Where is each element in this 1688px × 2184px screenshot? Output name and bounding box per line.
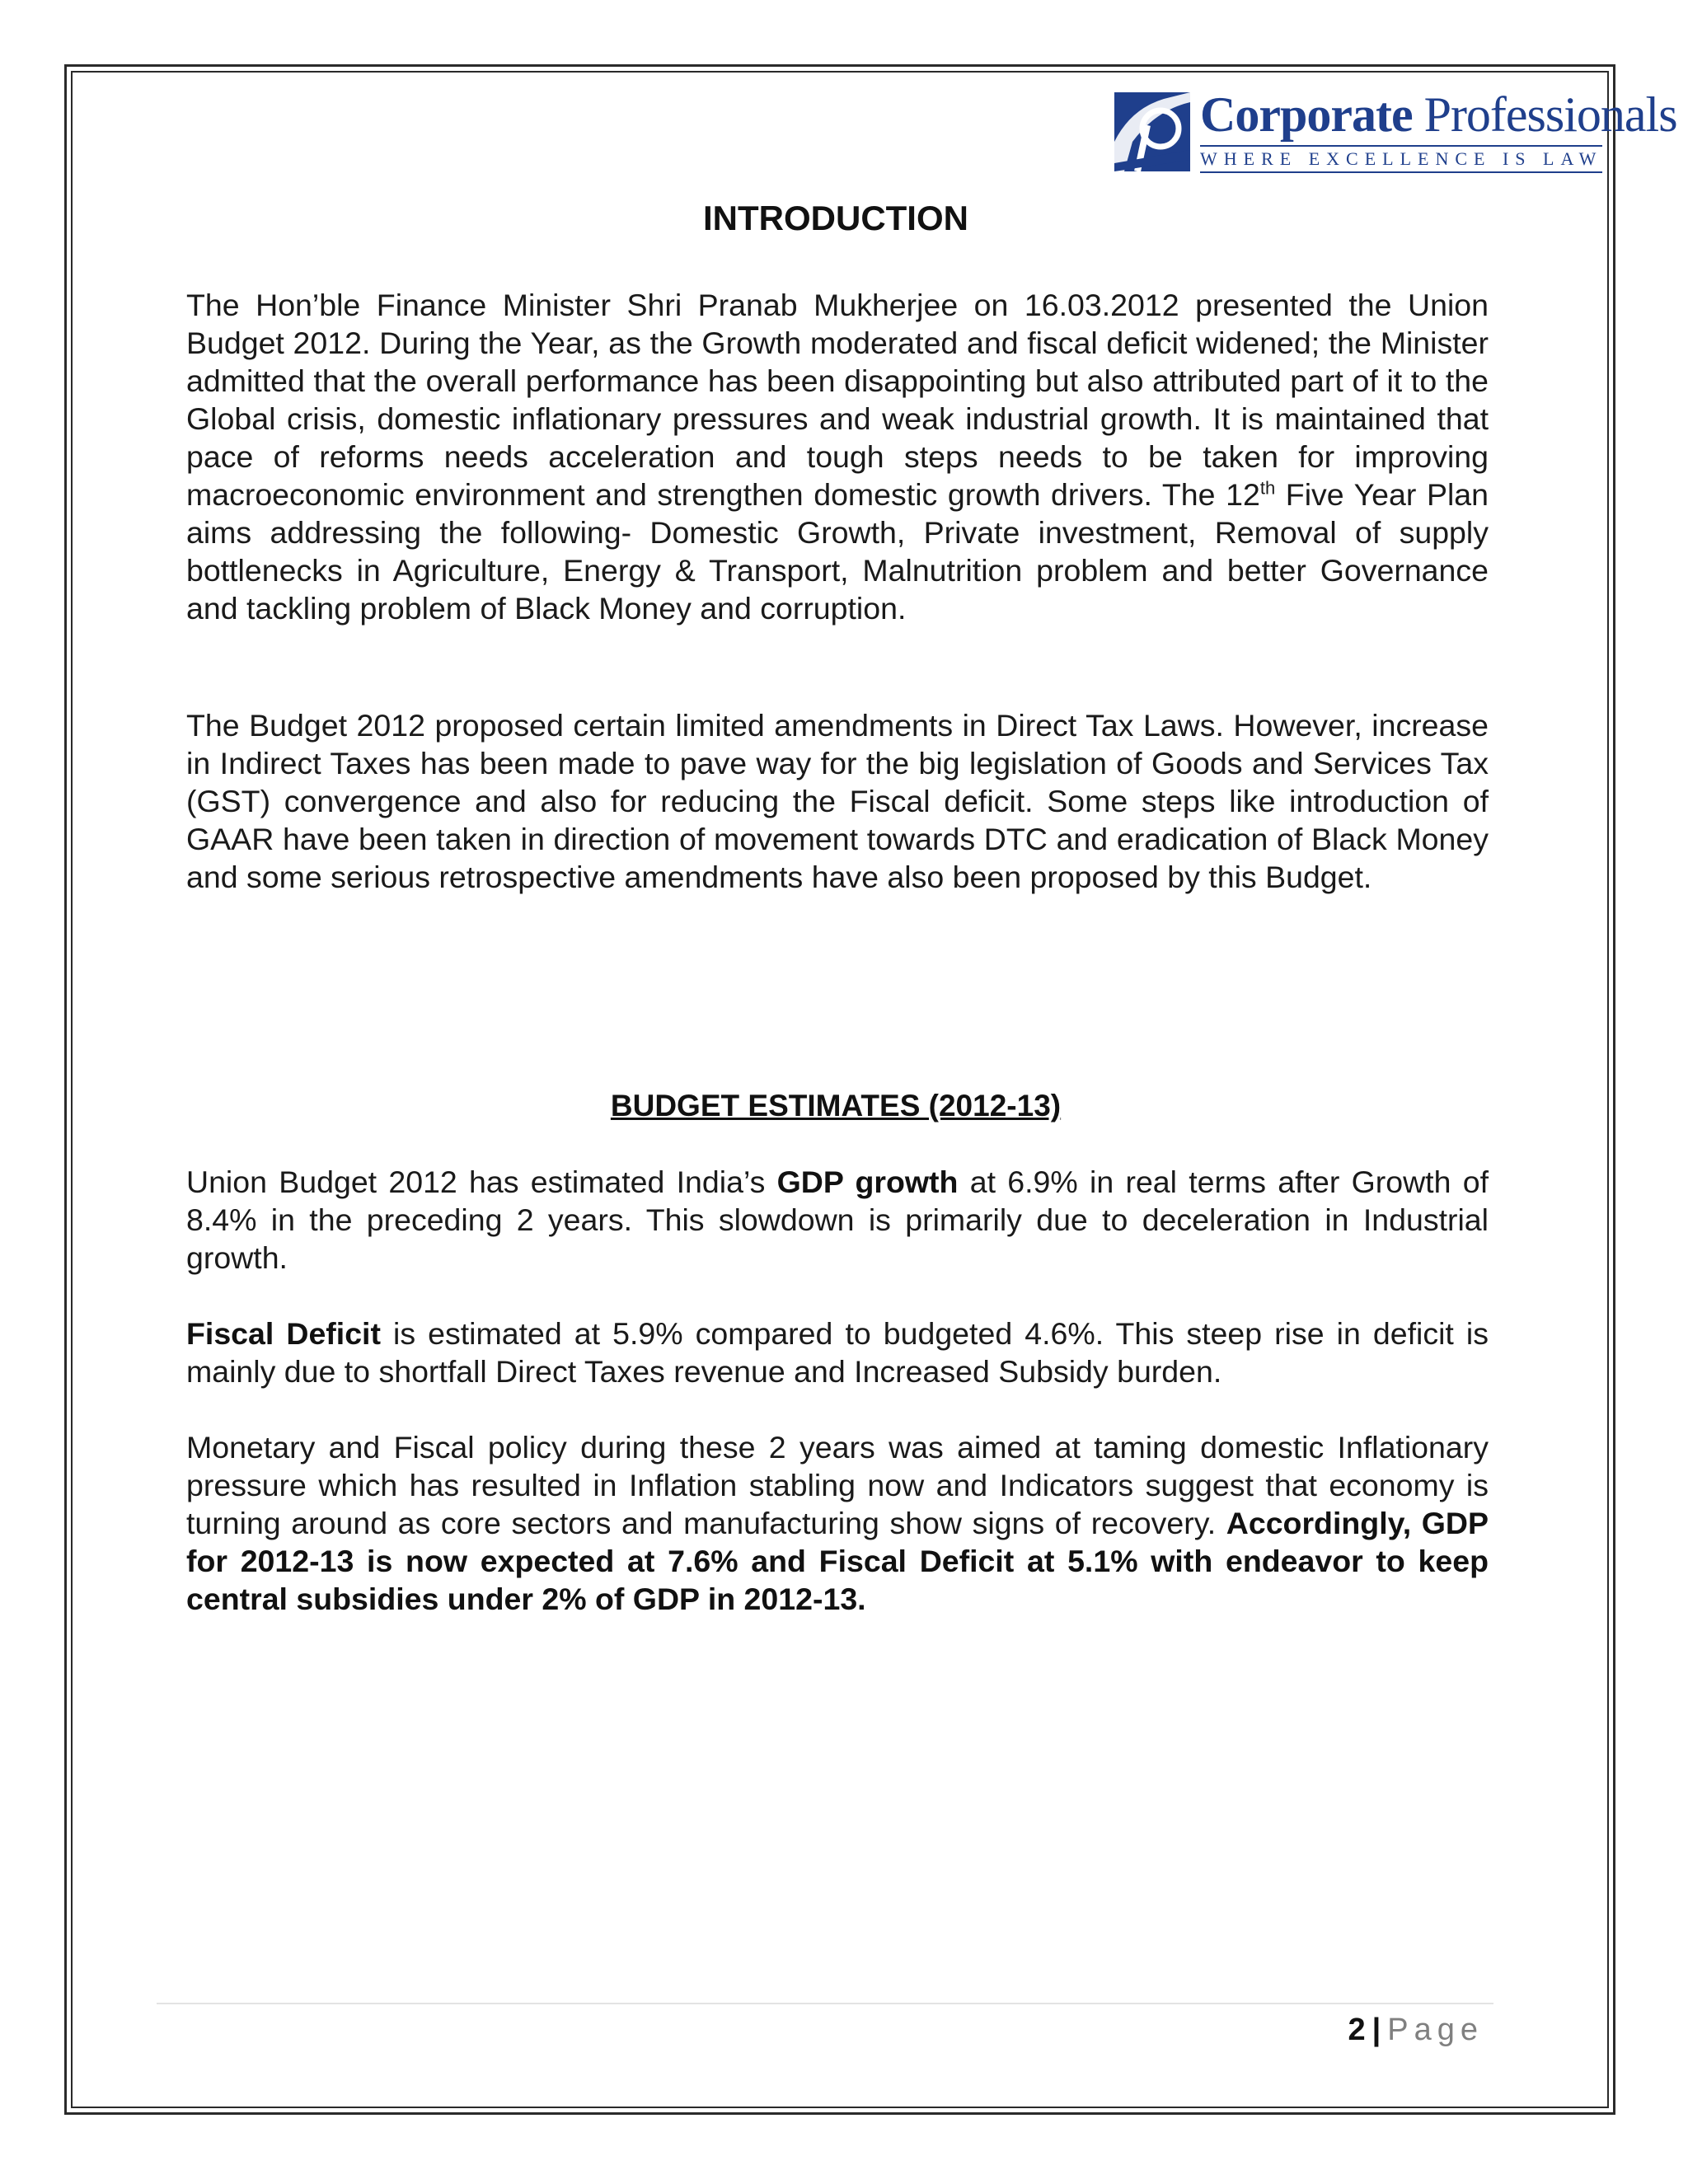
budget-paragraph-policy <box>186 1428 1489 1618</box>
intro-paragraph-1 <box>186 286 1489 627</box>
budget-p3-text-b: at 6.9% in real terms after Growth of 8.4% in the preceding 2 years. This slowdown is primarily due to deceleration in Industrial growth. <box>186 1165 1489 1275</box>
logo-tagline: WHERE EXCELLENCE IS LAW <box>1200 148 1603 169</box>
company-logo <box>1114 87 1677 176</box>
logo-name-light: Professionals <box>1423 87 1677 142</box>
budget-p3-text-a: Union Budget 2012 has estimated India’s <box>186 1165 777 1199</box>
page-word: Page <box>1387 2013 1484 2047</box>
introduction-heading: INTRODUCTION <box>703 199 968 237</box>
budget-estimates-heading: BUDGET ESTIMATES (2012-13) <box>610 1089 1062 1122</box>
budget-p4-text: is estimated at 5.9% compared to budgeted 4.6%. This steep rise in deficit is mainly due to shortfall Direct Taxes revenue and Increased Subsidy burden. <box>186 1316 1489 1389</box>
budget-p5-text: Monetary and Fiscal policy during these 2 years was aimed at taming domestic Inflationary pressure which has resulted in Inflation stabling now and Indicators suggest that economy is turning around as core sectors and manufacturing show signs of recovery. <box>186 1430 1489 1540</box>
logo-rule-bottom <box>1200 171 1602 173</box>
logo-name-bold: Corporate <box>1200 87 1413 142</box>
page-number-label <box>1236 2011 1484 2049</box>
intro-p1-text-a: The Hon’ble Finance Minister Shri Pranab Mukherjee on 16.03.2012 presented the Union Budget 2012. During the Year, as the Growth moderated and fiscal deficit widened; the Minister admitted that the overall performance has been disappointing but also attributed part of it to the Global crisis, domestic inflationary pressures and weak industrial growth. It is maintained that pace of reforms needs acceleration and tough steps needs to be taken for improving macroeconomic environment and strengthen domestic growth drivers. The 12 <box>186 288 1489 512</box>
intro-p1-text-b: Five Year Plan aims addressing the following- Domestic Growth, Private investment, Removal of supply bottlenecks in Agriculture, Energy & Transport, Malnutrition problem and better Governance and tackling problem of Black Money and corruption. <box>186 477 1489 626</box>
intro-paragraph-2: The Budget 2012 proposed certain limited amendments in Direct Tax Laws. However, increase in Indirect Taxes has been made to pave way for the big legislation of Goods and Services Tax (GST) convergence and also for reducing the Fiscal deficit. Some steps like introduction of GAAR have been taken in direction of movement towards DTC and eradication of Black Money and some serious retrospective amendments have also been proposed by this Budget. <box>186 708 1489 894</box>
budget-paragraph-gdp <box>186 1163 1489 1277</box>
budget-paragraph-fiscal-deficit <box>186 1315 1489 1390</box>
page-separator: | <box>1372 2013 1381 2047</box>
budget-p4-bold: Fiscal Deficit <box>186 1316 381 1351</box>
intro-p1-superscript: th <box>1259 477 1276 499</box>
budget-p3-bold: GDP growth <box>776 1165 959 1199</box>
budget-p5-bold: Accordingly, GDP for 2012-13 is now expected at 7.6% and Fiscal Deficit at 5.1% with endeavor to keep central subsidies under 2% of GDP in 2012-13. <box>186 1506 1489 1616</box>
page-number: 2 <box>1348 2013 1366 2047</box>
logo-rule-top <box>1200 145 1602 147</box>
cp-logo-icon <box>1114 92 1190 171</box>
footer-divider <box>157 2003 1493 2004</box>
logo-wordmark <box>1200 86 1677 143</box>
